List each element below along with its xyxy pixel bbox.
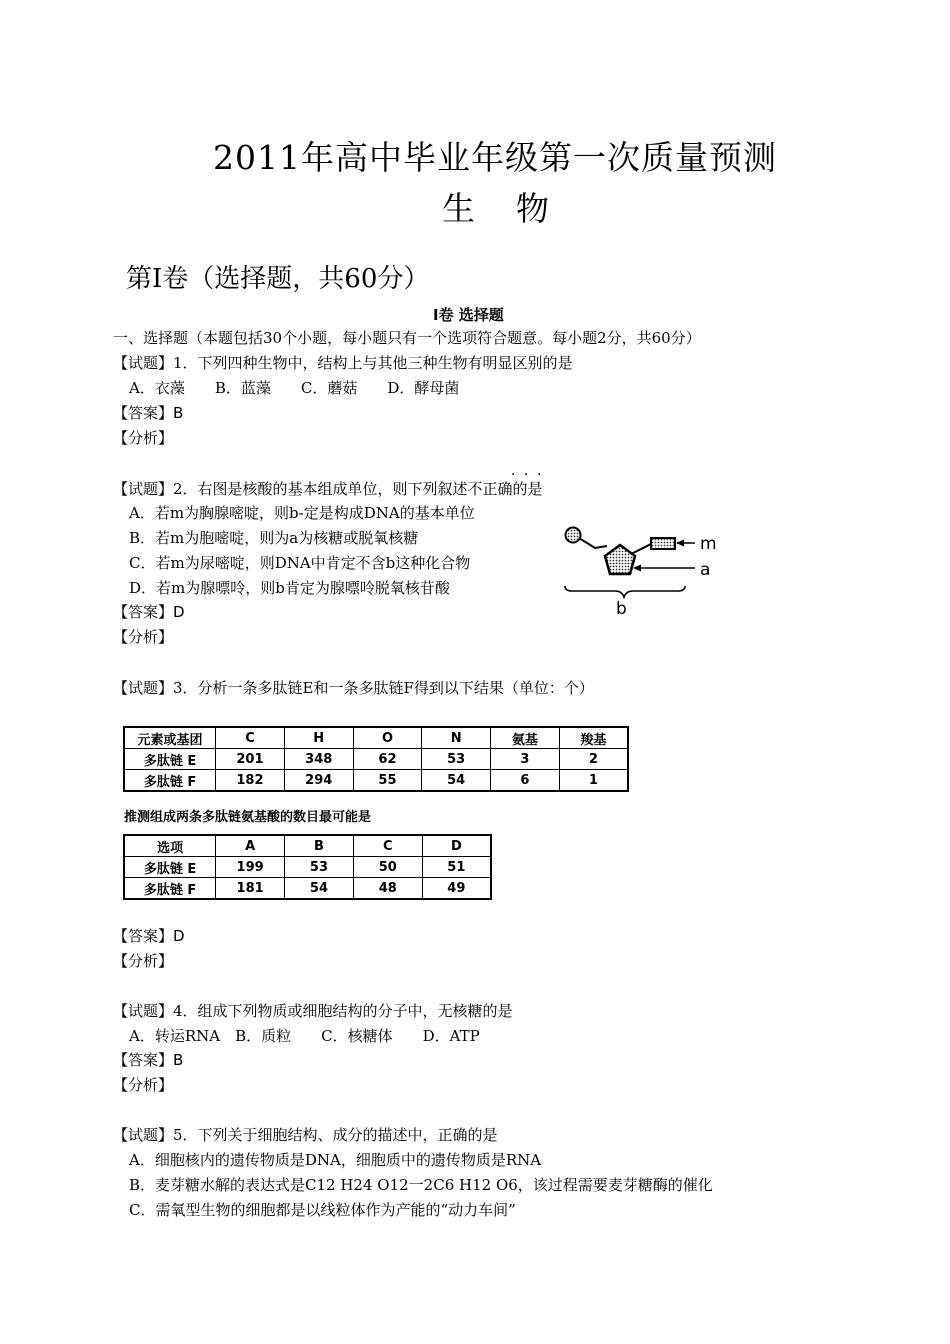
table-header: 氨基 [491, 727, 560, 749]
table-note: 推测组成两条多肽链氨基酸的数目最可能是 [124, 810, 372, 825]
q4-options: A．转运RNA B．质粒 C．核糖体 D．ATP [129, 1027, 480, 1045]
q2-option-c: C．若m为尿嘧啶，则DNA中肯定不含b这种化合物 [129, 554, 471, 572]
table-cell: 51 [422, 857, 491, 878]
table-cell: 多肽链 E [124, 857, 216, 878]
q1-stem: 【试题】1．下列四种生物中，结构上与其他三种生物有明显区别的是 [113, 354, 573, 372]
table-header: H [284, 727, 353, 749]
table-cell: 1 [559, 770, 628, 792]
arrow-m-head [676, 540, 684, 547]
q3-analysis: 【分析】 [113, 952, 174, 970]
q1-analysis: 【分析】 [113, 429, 174, 447]
table-cell: 199 [216, 857, 285, 878]
table-row [124, 770, 628, 792]
q5-stem: 【试题】5．下列关于细胞结构、成分的描述中，正确的是 [113, 1126, 498, 1144]
q4-answer [113, 1049, 183, 1070]
table-cell: 348 [284, 749, 353, 770]
q1-options: A．衣藻 B．蓝藻 C．蘑菇 D．酵母菌 [129, 379, 460, 397]
table-header: 羧基 [559, 727, 628, 749]
q1-answer [113, 402, 183, 423]
table-cell: 2 [559, 749, 628, 770]
answer-value: D [173, 927, 185, 945]
phosphate-bond [579, 538, 607, 548]
table-row [124, 878, 491, 900]
emphasis-dots: ．．． [511, 463, 557, 479]
table-header-row [124, 727, 628, 749]
phosphate-group [566, 528, 581, 543]
q2-answer [113, 601, 185, 622]
answer-value: B [173, 404, 184, 422]
section-heading: Ⅰ卷 选择题 [433, 306, 504, 324]
label-a: a [700, 560, 711, 580]
q2-option-a: A．若m为胸腺嘧啶，则b-定是构成DNA的基本单位 [129, 504, 475, 522]
q4-stem: 【试题】4．组成下列物质或细胞结构的分子中，无核糖的是 [113, 1002, 513, 1020]
table-cell: 多肽链 F [124, 878, 216, 900]
table-cell: 48 [353, 878, 422, 900]
table-cell: 182 [216, 770, 285, 792]
table-cell: 多肽链 F [124, 770, 216, 792]
table-header: B [285, 835, 354, 857]
pentose-sugar [605, 545, 635, 574]
table-header: C [216, 727, 285, 749]
q2-analysis: 【分析】 [113, 628, 174, 646]
table-row [124, 749, 628, 770]
q3-stem: 【试题】3．分析一条多肽链E和一条多肽链F得到以下结果（单位：个） [113, 679, 594, 697]
table-header-row [124, 835, 491, 857]
q3-answer [113, 925, 185, 946]
answer-label: 【答案】 [113, 927, 174, 945]
q2-stem: 【试题】2．右图是核酸的基本组成单位，则下列叙述不正确的是 [113, 480, 543, 498]
table-cell: 294 [284, 770, 353, 792]
answer-label: 【答案】 [113, 603, 174, 621]
answer-label: 【答案】 [113, 404, 174, 422]
table-cell: 49 [422, 878, 491, 900]
brace-b [565, 586, 685, 597]
options-table [123, 834, 492, 900]
q5-option-a: A．细胞核内的遗传物质是DNA，细胞质中的遗传物质是RNA [129, 1151, 542, 1169]
label-b: b [616, 599, 627, 619]
table-cell: 50 [353, 857, 422, 878]
nitrogenous-base [651, 538, 675, 549]
answer-value: D [173, 603, 185, 621]
answer-label: 【答案】 [113, 1051, 174, 1069]
table-cell: 181 [216, 878, 285, 900]
table-cell: 54 [422, 770, 491, 792]
arrow-a-head [633, 565, 641, 572]
table-header: N [422, 727, 491, 749]
table-cell: 53 [422, 749, 491, 770]
table-cell: 3 [491, 749, 560, 770]
table-header: O [353, 727, 422, 749]
subject-title: 生 物 [442, 189, 553, 228]
table-header: 选项 [124, 835, 216, 857]
q4-analysis: 【分析】 [113, 1076, 174, 1094]
base-bond [631, 544, 651, 554]
instructions: 一、选择题（本题包括30个小题，每小题只有一个选项符合题意。每小题2分，共60分） [113, 329, 701, 347]
table-cell: 55 [353, 770, 422, 792]
table-cell: 多肽链 E [124, 749, 216, 770]
label-m: m [700, 534, 717, 554]
table-cell: 62 [353, 749, 422, 770]
q2-option-b: B．若m为胞嘧啶，则为a为核糖或脱氧核糖 [129, 529, 419, 547]
nucleotide-diagram [555, 520, 725, 620]
elements-table [123, 726, 629, 792]
q2-option-d: D．若m为腺嘌呤，则b肯定为腺嘌呤脱氧核苷酸 [129, 579, 450, 597]
table-header: D [422, 835, 491, 857]
volume-heading: 第Ⅰ卷（选择题，共60分） [126, 264, 430, 294]
table-header: 元素或基团 [124, 727, 216, 749]
answer-value: B [173, 1051, 184, 1069]
q5-option-b: B．麦芽糖水解的表达式是C12 H24 O12一2C6 H12 O6，该过程需要麦芽糖酶的催化 [129, 1176, 713, 1194]
page-title: 2011年高中毕业年级第一次质量预测 [213, 138, 777, 177]
table-cell: 53 [285, 857, 354, 878]
table-cell: 54 [285, 878, 354, 900]
table-row [124, 857, 491, 878]
table-cell: 201 [216, 749, 285, 770]
q5-option-c: C．需氧型生物的细胞都是以线粒体作为产能的“动力车间” [129, 1201, 516, 1219]
table-header: C [353, 835, 422, 857]
table-cell: 6 [491, 770, 560, 792]
table-header: A [216, 835, 285, 857]
